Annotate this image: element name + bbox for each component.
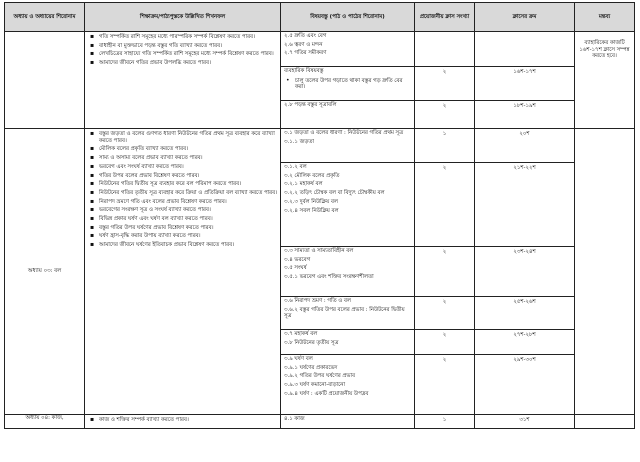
header-outcome: শিক্ষাক্রম/পাঠ্যপুস্তকে উল্লিখিত শিখনফল (85, 3, 281, 32)
header-remark: মন্তব্য (575, 3, 635, 32)
topic-line: ৩.৩ সাম্যতা ও সাম্যতাবিহীন বল (284, 248, 354, 254)
list-item: ▪ বস্তুর গতির উপর ঘর্ষণের প্রভাব বিশ্লেষণ করতে পারব। (99, 225, 278, 232)
header-chapter: অধ্যায় ও অধ্যায়ের শিরোনাম (5, 3, 85, 32)
table-row (5, 129, 635, 163)
list-item: ▪ ঘর্ষণ হ্রাস-বৃদ্ধি করার উপায় ব্যাখ্যা করতে পারব। (99, 233, 278, 240)
list-item: ▪ নিউটনের গতির তৃতীয় সূত্র ব্যবহার করে ক্রিয়া ও প্রতিক্রিয়া বল ব্যাখ্যা করতে পারব। (99, 190, 278, 197)
outcome-cell (85, 415, 281, 429)
topic-line: ৩.৯.৪ ঘর্ষণ : একটি প্রয়োজনীয় উপদ্রব (284, 390, 369, 397)
classes-cell: ২ (415, 247, 475, 297)
topic-cell (281, 415, 415, 429)
table-row (5, 415, 635, 429)
outcome-list (85, 34, 280, 67)
serial-cell: ৩১শ (475, 415, 575, 429)
list-item: ▪ আমাদের জীবনে ঘর্ষণের ইতিবাচক প্রভাব বিশ্লেষণ করতে পারব। (99, 242, 278, 249)
serial-cell: ২০শ (475, 129, 575, 163)
topic-line: ৩.৬.২ বস্তুর গতির উপর বলের প্রভাব : নিউটনের দ্বিতীয় সূত্র (284, 306, 405, 320)
classes-cell: ১ (415, 129, 475, 163)
list-item: ▪ নিউটনের গতির দ্বিতীয় সূত্র ব্যবহার করে বল পরিমাপ করতে পারব। (99, 181, 278, 188)
topic-line: ২.৫ দ্রুতি এবং বেগ (284, 33, 327, 39)
list-item: ▪ গতির উপর বলের প্রভাব বিশ্লেষণ করতে পারব। (99, 173, 278, 180)
serial-cell: ২৯শ-৩০শ (475, 355, 575, 415)
remark-text: ব্যাহারিকের কাজটি ১৬শ-১৭শ ক্লাসে সম্পন্ন করতে হবে। (579, 40, 630, 60)
topic-line: ৩.২.১ মহাকর্ষ বল (284, 181, 323, 188)
list-item: ▪ ভরবেগের সংরক্ষণ সূত্র ও সংঘর্ষ ব্যাখ্যা করতে পারব। (99, 207, 278, 214)
outcome-cell (85, 129, 281, 415)
topic-cell (281, 330, 415, 355)
topic-line: ৪.১ কাজ (284, 416, 305, 422)
topic-cell (281, 247, 415, 297)
topic-line: ব্যবহারিক বিষয়বস্তু (284, 68, 324, 74)
header-topic: বিষয়বস্তু (পাঠ ও পাঠের শিরোনাম) (281, 3, 415, 32)
topic-bullets (281, 78, 414, 91)
list-item: ▪ গতি সম্পর্কিত রাশি সমূহের মধ্যে পারস্পরিক সম্পর্ক বিশ্লেষণ করতে পারব। (99, 34, 278, 41)
classes-cell: ১ (415, 415, 475, 429)
list-item: ▪ কাজ ও শক্তির সম্পর্ক ব্যাখ্যা করতে পারব। (99, 417, 278, 424)
topic-line: ৩.৬ নিরাপদ ভ্রমণ : গতি ও বল (284, 298, 351, 304)
classes-cell: ২ (415, 67, 475, 101)
classes-cell: ২ (415, 330, 475, 355)
chapter-cell: অধ্যায় ০৩: বল (5, 129, 85, 415)
topic-cell (281, 67, 415, 101)
outcome-cell (85, 32, 281, 129)
list-item: ▪ বস্তুর জড়তা ও বলের গুণগত ধারণা নিউটনের গতির প্রথম সূত্র ব্যবহার করে ব্যাখ্যা করতে পারব। (99, 131, 278, 144)
serial-cell: ২৫শ-২৬শ (475, 297, 575, 330)
topic-line: ২.৭ গতির সমীকরণ (284, 50, 327, 57)
topic-line: ৩.৯.৩ ঘর্ষণ কমানো-বাড়ানো (284, 382, 346, 389)
chapter-cell: অধ্যায় ০৪: কাজ, (5, 415, 85, 429)
topic-line: ৩.১.২ বল (284, 164, 307, 170)
serial-cell: ২৩শ-২৪শ (475, 247, 575, 297)
list-item: ▪ মৌলিক বলের প্রকৃতি ব্যাখ্যা করতে পারব। (99, 146, 278, 153)
topic-cell (281, 297, 415, 330)
serial-cell: ১৬শ-১৭শ (475, 67, 575, 101)
serial-cell: ২১শ-২২শ (475, 163, 575, 247)
list-item: ▪ নিরাপদ ভ্রমণে গতি এবং বলের প্রভাব বিশ্লেষণ করতে পারব। (99, 199, 278, 206)
topic-line: ৩.২.২ তড়িৎ চৌম্বক বল বা বিদ্যুৎ চৌম্বকীয় বল (284, 190, 385, 197)
topic-line: ৩.১.১ জড়তা (284, 138, 314, 145)
table-row (5, 32, 635, 67)
classes-cell: ২ (415, 163, 475, 247)
outcome-list (85, 131, 280, 249)
remark-cell (575, 415, 635, 429)
topic-cell (281, 355, 415, 415)
topic-cell (281, 32, 415, 67)
topic-cell (281, 101, 415, 129)
classes-cell: ২ (415, 355, 475, 415)
serial-cell: ২৭শ-২৮শ (475, 330, 575, 355)
topic-line: ৩.৯.২ গতির উপর ঘর্ষণের প্রভাব (284, 373, 355, 380)
header-class-serial: ক্লাসের ক্রম (475, 3, 575, 32)
topic-line: ৩.৪ ভরবেগ (284, 256, 311, 263)
serial-cell: ১৮শ-১৯শ (475, 101, 575, 129)
outcome-list (85, 417, 280, 424)
topic-line: ৩.২.৩ দুর্বল নিউক্লিয় বল (284, 198, 338, 205)
header-row (5, 3, 635, 32)
list-item: ▪ আমাদের জীবনে গতির প্রভাব উপলব্ধি করতে পারব। (99, 60, 278, 67)
list-item: • চালু তলের উপর গড়াতে থাকা বস্তুর গড় দ্রুতি বের করা। (295, 78, 412, 91)
topic-cell (281, 163, 415, 247)
topic-line: ৩.৯ ঘর্ষণ বল (284, 356, 313, 362)
topic-line: ২.৬ ত্বরণ ও মন্দন (284, 41, 323, 48)
topic-line: ৩.৭ মহাকর্ষ বল (284, 331, 318, 337)
topic-line: ৩.৯.১ ঘর্ষণের প্রকারভেদ (284, 364, 338, 371)
remark-cell (575, 129, 635, 415)
chapter-cell (5, 32, 85, 129)
serial-cell (475, 32, 575, 67)
topic-line: ৩.৮ নিউটনের তৃতীয় সূত্র (284, 339, 339, 346)
topic-line: ৩.৫ সংঘর্ষ (284, 265, 307, 272)
topic-line: ৩.৫.১ ভরবেগ এবং শক্তির সংরক্ষণশীলতা (284, 274, 374, 281)
topic-line: ২.৮ পড়ন্ত বস্তুর সূত্রাবলি (284, 102, 337, 108)
header-classes-needed: প্রয়োজনীয় ক্লাস সংখ্যা (415, 3, 475, 32)
topic-line: ৩.১ জড়তা ও বলের ধারণা : নিউটনের গতির প্রথম সূত্র (284, 130, 404, 136)
classes-cell (415, 32, 475, 67)
topic-line: ৩.২ মৌলিক বলের প্রকৃতি (284, 172, 340, 179)
list-item: ▪ ভরবেগ এবং সংঘর্ষ ব্যাখ্যা করতে পারব। (99, 164, 278, 171)
classes-cell: ২ (415, 101, 475, 129)
remark-cell (575, 32, 635, 129)
list-item: ▪ সাম্য ও অসাম্য বলের প্রভাব ব্যাখ্যা করতে পারব। (99, 155, 278, 162)
list-item: ▪ বাধাহীন বা মুক্তভাবে পড়ন্ত বস্তুর গতি ব্যাখ্যা করতে পারব। (99, 43, 278, 50)
topic-cell (281, 129, 415, 163)
lesson-plan-table (4, 2, 635, 429)
topic-line: ৩.২.৪ সবল নিউক্লিয় বল (284, 207, 339, 214)
list-item: ▪ লেখচিত্রের সাহায্যে গতি সম্পর্কিত রাশি সমূহের মধ্যে সম্পর্ক বিশ্লেষণ করতে পারব। (99, 51, 278, 58)
classes-cell: ২ (415, 297, 475, 330)
list-item: ▪ বিভিন্ন প্রকার ঘর্ষণ এবং ঘর্ষণ বল ব্যাখ্যা করতে পারব। (99, 216, 278, 223)
